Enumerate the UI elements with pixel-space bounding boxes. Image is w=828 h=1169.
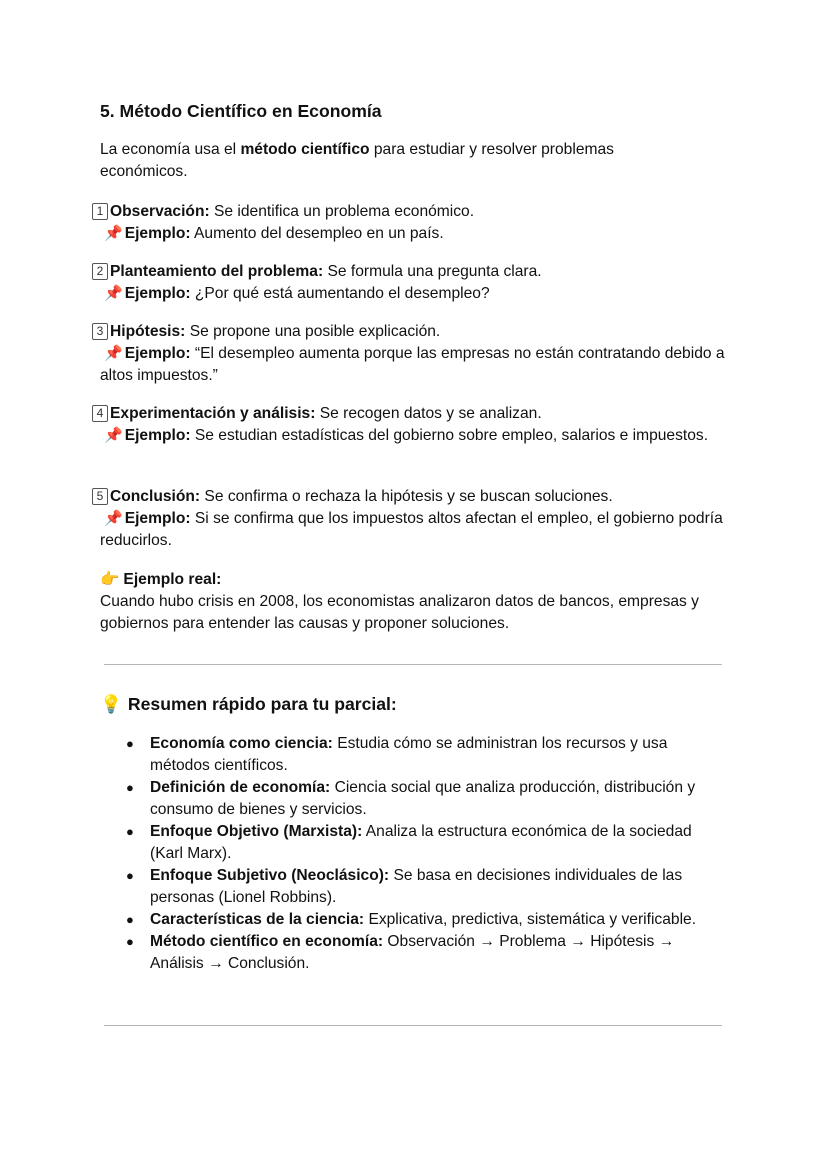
bullet-icon: ● bbox=[126, 824, 134, 839]
summary-title bbox=[100, 691, 397, 717]
step-label: Hipótesis: bbox=[110, 323, 186, 340]
example-text: Aumento del desempleo en un país. bbox=[190, 225, 444, 242]
step-text: Se propone una posible explicación. bbox=[185, 323, 441, 340]
lightbulb-icon: 💡 bbox=[100, 694, 122, 714]
item-text: Analiza la estructura económica de la sociedad (Karl Marx). bbox=[150, 823, 692, 862]
intro-bold: método científico bbox=[240, 141, 370, 158]
pointing-hand-icon: 👉 bbox=[100, 571, 120, 588]
item-text: Observación → Problema → Hipótesis → Análisis → Conclusión. bbox=[150, 933, 675, 972]
example-label: Ejemplo: bbox=[124, 427, 191, 444]
intro-text-end: para estudiar y resolver problemas económicos. bbox=[100, 141, 614, 180]
step-label: Experimentación y análisis: bbox=[110, 405, 316, 422]
step-text: Se confirma o rechaza la hipótesis y se buscan soluciones. bbox=[200, 488, 613, 505]
summary-title-text: Resumen rápido para tu parcial: bbox=[127, 694, 397, 714]
number-5-icon: 5 bbox=[92, 488, 108, 505]
real-example bbox=[100, 569, 720, 635]
list-item bbox=[126, 733, 725, 777]
example-label: Ejemplo: bbox=[124, 285, 191, 302]
bullet-icon: ● bbox=[126, 934, 134, 949]
pushpin-icon: 📌 bbox=[104, 225, 123, 242]
pushpin-icon: 📌 bbox=[104, 510, 123, 527]
list-item bbox=[126, 777, 725, 821]
bullet-icon: ● bbox=[126, 736, 134, 751]
step-label: Conclusión: bbox=[110, 488, 201, 505]
item-label: Características de la ciencia: bbox=[150, 911, 365, 928]
pushpin-icon: 📌 bbox=[104, 345, 123, 362]
example-text: “El desempleo aumenta porque las empresas no están contratando debido a altos impuestos.” bbox=[100, 345, 725, 384]
example-label: Ejemplo: bbox=[124, 510, 191, 527]
example-label: Ejemplo: bbox=[124, 345, 191, 362]
divider bbox=[104, 1025, 722, 1026]
summary-list bbox=[126, 733, 725, 975]
example-text: ¿Por qué está aumentando el desempleo? bbox=[190, 285, 490, 302]
step-label: Planteamiento del problema: bbox=[110, 263, 324, 280]
step-experimentacion bbox=[96, 403, 740, 447]
pushpin-icon: 📌 bbox=[104, 427, 123, 444]
step-text: Se recogen datos y se analizan. bbox=[315, 405, 542, 422]
list-item bbox=[126, 865, 725, 909]
step-observacion bbox=[96, 201, 740, 245]
number-1-icon: 1 bbox=[92, 203, 108, 220]
item-label: Economía como ciencia: bbox=[150, 735, 333, 752]
example-label: Ejemplo: bbox=[124, 225, 191, 242]
example-text: Se estudian estadísticas del gobierno sobre empleo, salarios e impuestos. bbox=[190, 427, 709, 444]
number-4-icon: 4 bbox=[92, 405, 108, 422]
list-item bbox=[126, 931, 725, 975]
intro-text: La economía usa el bbox=[100, 141, 241, 158]
item-label: Método científico en economía: bbox=[150, 933, 384, 950]
section-title: 5. Método Científico en Economía bbox=[100, 101, 382, 121]
real-example-label: Ejemplo real: bbox=[123, 571, 222, 588]
step-text: Se identifica un problema económico. bbox=[209, 203, 475, 220]
item-label: Enfoque Subjetivo (Neoclásico): bbox=[150, 867, 390, 884]
step-planteamiento bbox=[96, 261, 740, 305]
number-3-icon: 3 bbox=[92, 323, 108, 340]
intro-paragraph bbox=[100, 139, 700, 183]
divider bbox=[104, 664, 722, 665]
list-item bbox=[126, 909, 725, 931]
step-label: Observación: bbox=[110, 203, 210, 220]
pushpin-icon: 📌 bbox=[104, 285, 123, 302]
item-label: Enfoque Objetivo (Marxista): bbox=[150, 823, 363, 840]
number-2-icon: 2 bbox=[92, 263, 108, 280]
step-hipotesis bbox=[96, 321, 740, 387]
item-label: Definición de economía: bbox=[150, 779, 331, 796]
step-conclusion bbox=[96, 486, 740, 552]
bullet-icon: ● bbox=[126, 912, 134, 927]
step-text: Se formula una pregunta clara. bbox=[323, 263, 542, 280]
item-text: Explicativa, predictiva, sistemática y verificable. bbox=[364, 911, 697, 928]
example-text: Si se confirma que los impuestos altos afectan el empleo, el gobierno podría reducirlos. bbox=[100, 510, 723, 549]
real-example-text: Cuando hubo crisis en 2008, los economistas analizaron datos de bancos, empresas y gobiernos para entender las causas y proponer soluciones. bbox=[100, 593, 699, 632]
bullet-icon: ● bbox=[126, 780, 134, 795]
list-item bbox=[126, 821, 725, 865]
item-text: Estudia cómo se administran los recursos y usa métodos científicos. bbox=[150, 735, 668, 774]
item-text: Se basa en decisiones individuales de las personas (Lionel Robbins). bbox=[150, 867, 683, 906]
item-text: Ciencia social que analiza producción, distribución y consumo de bienes y servicios. bbox=[150, 779, 696, 818]
bullet-icon: ● bbox=[126, 868, 134, 883]
